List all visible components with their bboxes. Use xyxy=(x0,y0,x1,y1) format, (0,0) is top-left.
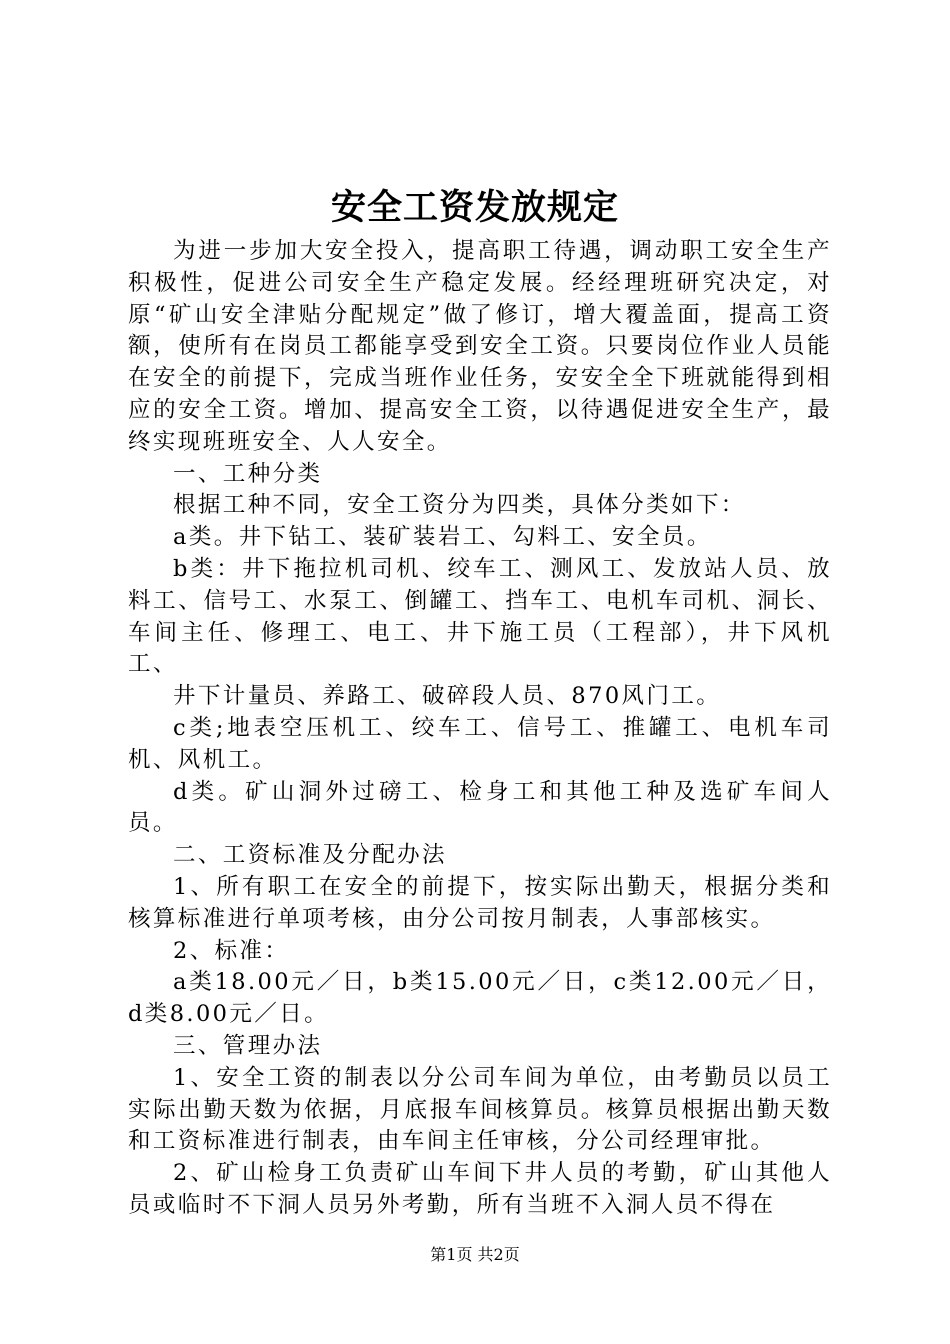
document-title: 安全工资发放规定 xyxy=(330,187,619,228)
section-heading-management: 三、管理办法 xyxy=(173,1032,323,1059)
category-intro-paragraph: 根据工种不同，安全工资分为四类，具体分类如下： xyxy=(173,492,746,519)
category-c-paragraph: c类;地表空压机工、绞车工、信号工、推罐工、电机车司机、风机工。 xyxy=(128,714,832,773)
category-b-paragraph: b类：井下拖拉机司机、绞车工、测风工、发放站人员、放料工、信号工、水泵工、倒罐工、挡车工、电机车司机、洞长、车间主任、修理工、电工、井下施工员（工程部），井下风机工、 xyxy=(128,555,832,678)
category-b-continued-paragraph: 井下计量员、养路工、破碎段人员、870风门工。 xyxy=(173,683,722,710)
intro-paragraph: 为进一步加大安全投入，提高职工待遇，调动职工安全生产积极性，促进公司安全生产稳定发展。经经理班研究决定，对原“矿山安全津贴分配规定”做了修订，增大覆盖面，提高工资额，使所有在岗员工都能享受到安全工资。只要岗位作业人员能在安全的前提下，完成当班作业任务，安安全全下班就能得到相应的安全工资。增加、提高安全工资，以待遇促进安全生产，最终实现班班安全、人人安全。 xyxy=(128,238,832,455)
page-footer: 第1页 共2页 xyxy=(430,1245,520,1264)
management-rule-1-paragraph: 1、安全工资的制表以分公司车间为单位，由考勤员以员工实际出勤天数为依据，月底报车间核算员。核算员根据出勤天数和工资标准进行制表，由车间主任审核，分公司经理审批。 xyxy=(128,1064,832,1155)
category-d-paragraph: d类。矿山洞外过磅工、检身工和其他工种及选矿车间人员。 xyxy=(128,778,832,837)
section-heading-wage-standards: 二、工资标准及分配办法 xyxy=(173,842,447,869)
wage-rates-paragraph: a类18.00元／日，b类15.00元／日，c类12.00元／日，d类8.00元／日。 xyxy=(128,969,832,1028)
section-heading-job-categories: 一、工种分类 xyxy=(173,460,323,487)
document-body xyxy=(128,236,832,1222)
wage-rule-2-heading: 2、标准： xyxy=(173,937,290,964)
wage-rule-1-paragraph: 1、所有职工在安全的前提下，按实际出勤天，根据分类和核算标准进行单项考核，由分公司按月制表，人事部核实。 xyxy=(128,873,832,932)
management-rule-2-paragraph: 2、矿山检身工负责矿山车间下井人员的考勤，矿山其他人员或临时不下洞人员另外考勤，所有当班不入洞人员不得在 xyxy=(128,1160,832,1218)
category-a-paragraph: a类。井下钻工、装矿装岩工、勾料工、安全员。 xyxy=(173,524,712,551)
